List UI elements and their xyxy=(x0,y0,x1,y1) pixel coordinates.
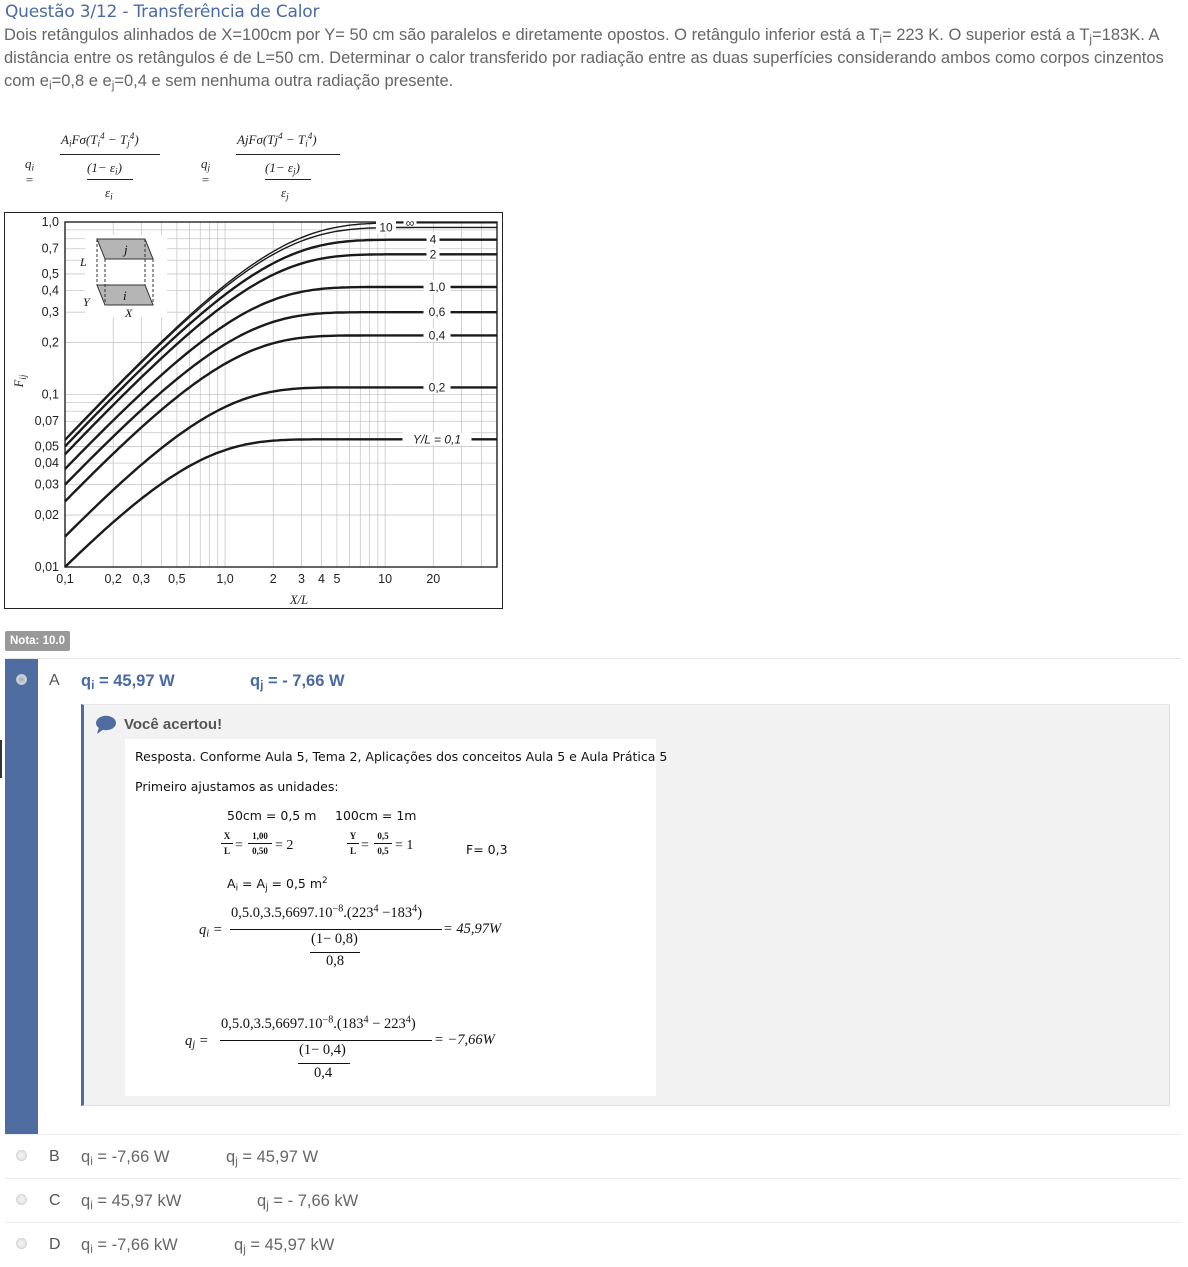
grade-badge: Nota: 10.0 xyxy=(5,631,70,651)
speech-bubble-icon xyxy=(95,715,117,735)
view-factor-value: F= 0,3 xyxy=(466,842,508,857)
x-tick-label: 2 xyxy=(269,572,277,586)
y-tick-label: 0,02 xyxy=(34,508,59,523)
option-d-letter: D xyxy=(49,1236,61,1253)
y-tick-label: 0,5 xyxy=(41,266,59,281)
curve-label: 10 xyxy=(379,220,393,235)
y-tick-label: 0,04 xyxy=(34,456,59,471)
x-axis-label: X/L xyxy=(289,593,309,607)
question-title: Questão 3/12 - Transferência de Calor xyxy=(5,2,320,22)
curve-label: 2 xyxy=(429,247,437,262)
option-c-letter: C xyxy=(49,1192,61,1209)
curve-label: ∞ xyxy=(405,215,415,230)
curve-label: Y/L = 0,1 xyxy=(412,432,462,447)
y-tick-label: 0,03 xyxy=(34,477,59,492)
x-tick-label: 3 xyxy=(297,572,305,586)
x-tick-label: 10 xyxy=(378,572,393,586)
option-d-radio[interactable] xyxy=(16,1238,27,1249)
inset-label-l: L xyxy=(80,255,87,269)
answer-units-intro: Primeiro ajustamos as unidades: xyxy=(135,779,339,794)
feedback-panel xyxy=(81,704,1170,1106)
option-d-qj: $q_j = 45,97$ kW xyxy=(234,1236,335,1256)
inset-label-y: Y xyxy=(83,295,90,309)
question-text: Dois retângulos alinhados de X=100cm por Y= 50 cm são paralelos e diretamente opostos. O retângulo inferior está a $T_i= 223$ K. O superior está a $T_j=183K$. A distância entre os retângulos é de L=50 cm. Determinar o calor transferido por radiação entre as duas superfícies considerando ambos como corpos cinzentos com $e_i=0,8$ e $e_j=0,4$ e sem nenhuma outra radiação presente. xyxy=(4,26,1164,92)
y-tick-label: 0,3 xyxy=(41,305,59,320)
feedback-title: Você acertou! xyxy=(124,716,223,733)
y-tick-label: 0,2 xyxy=(41,335,59,350)
option-b[interactable] xyxy=(5,1134,1181,1178)
x-tick-label: 0,3 xyxy=(132,572,151,586)
radiation-formulas: $q_i$ = $A_iF\sigma(T_i^4 - T_j^4)$ $(1- \varepsilon_i)$ $\varepsilon_i$ $q_j$ = $AjF\sigma(Tj^4 - T_i^4)$ $(1- \varepsilon_j)$ $\varepsilon_j$ xyxy=(25,132,365,208)
answer-reference: Resposta. Conforme Aula 5, Tema 2, Aplicações dos conceitos Aula 5 e Aula Prática 5 xyxy=(135,749,668,764)
x-tick-label: 20 xyxy=(426,572,441,586)
option-c-qi: $q_i = 45,97$ kW xyxy=(81,1192,182,1212)
option-b-qi: $q_i = -7,66$ W xyxy=(81,1148,170,1168)
scroll-edge-mark xyxy=(0,740,2,778)
option-a-qj: $q_j$ = - 7,66 W xyxy=(250,672,345,692)
y-tick-label: 0,05 xyxy=(34,439,59,454)
unit-conversion-m: 100cm = 1m xyxy=(335,808,417,823)
y-tick-label: 0,1 xyxy=(41,387,59,402)
option-a-letter: A xyxy=(49,672,60,689)
view-factor-chart xyxy=(4,212,503,609)
curve-label: 0,4 xyxy=(428,328,446,343)
x-tick-label: 4 xyxy=(317,572,325,586)
option-d[interactable] xyxy=(5,1222,1181,1266)
option-b-radio[interactable] xyxy=(16,1150,27,1161)
feedback-answer-card: Resposta. Conforme Aula 5, Tema 2, Aplicações dos conceitos Aula 5 e Aula Prática 5 Primeiro ajustamos as unidades: 50cm = 0,5 m 100cm = 1m X L = 1,00 0,50 = 2 Y L = 0,5 0,5 = 1 F= 0,3 $A_i = A_j = 0,5$ $m^2$ $q_i$ = $0,5.0,3.5,6697.10^{-8}.(223^4 -183^4)$ (1− 0,8) 0,8 = 45,97W $q_j$ = $0,5.0,3.5,6697.10^{-8}.(183^4 - 223^4)$ (1− 0,4) 0,4 = −7,66W xyxy=(125,739,656,1096)
unit-conversion-cm: 50cm = 0,5 m xyxy=(227,808,317,823)
area-values: $A_i = A_j = 0,5$ $m^2$ xyxy=(227,876,328,894)
inset-label-i: i xyxy=(123,288,127,303)
curve-label: 0,2 xyxy=(428,380,446,395)
curve-label: 4 xyxy=(429,232,437,247)
option-c[interactable] xyxy=(5,1178,1181,1222)
option-c-qj: $q_j$ = - 7,66 kW xyxy=(257,1192,359,1212)
view-factor-chart-svg xyxy=(5,213,502,608)
option-a-qi: $q_i = 45,97$ W xyxy=(81,672,175,692)
inset-label-x: X xyxy=(125,306,133,320)
option-b-qj: $q_j = 45,97$ W xyxy=(226,1148,319,1168)
curve-label: 0,6 xyxy=(428,305,446,320)
x-tick-label: 5 xyxy=(333,572,341,586)
y-tick-label: 1,0 xyxy=(41,215,59,229)
y-axis-label: $F_{ij}$ xyxy=(12,374,28,388)
option-c-radio[interactable] xyxy=(16,1194,27,1205)
curve-label: 1,0 xyxy=(428,279,446,294)
curve-YL01 xyxy=(65,439,497,567)
option-b-letter: B xyxy=(49,1148,60,1165)
x-tick-label: 0,2 xyxy=(104,572,122,586)
x-tick-label: 1,0 xyxy=(216,572,234,586)
selected-option-bar xyxy=(5,659,38,1135)
inset-label-j: j xyxy=(124,242,128,257)
curve-02 xyxy=(65,387,497,536)
option-d-qi: $q_i = -7,66$ kW xyxy=(81,1236,178,1256)
y-tick-label: 0,7 xyxy=(41,241,59,256)
y-tick-label: 0,07 xyxy=(34,414,59,429)
x-tick-label: 0,5 xyxy=(168,572,186,586)
option-a[interactable] xyxy=(5,658,1181,1134)
y-tick-label: 0,4 xyxy=(41,283,59,298)
y-tick-label: 0,01 xyxy=(34,560,59,574)
x-tick-label: 0,1 xyxy=(56,572,74,586)
option-a-radio[interactable] xyxy=(16,674,27,685)
